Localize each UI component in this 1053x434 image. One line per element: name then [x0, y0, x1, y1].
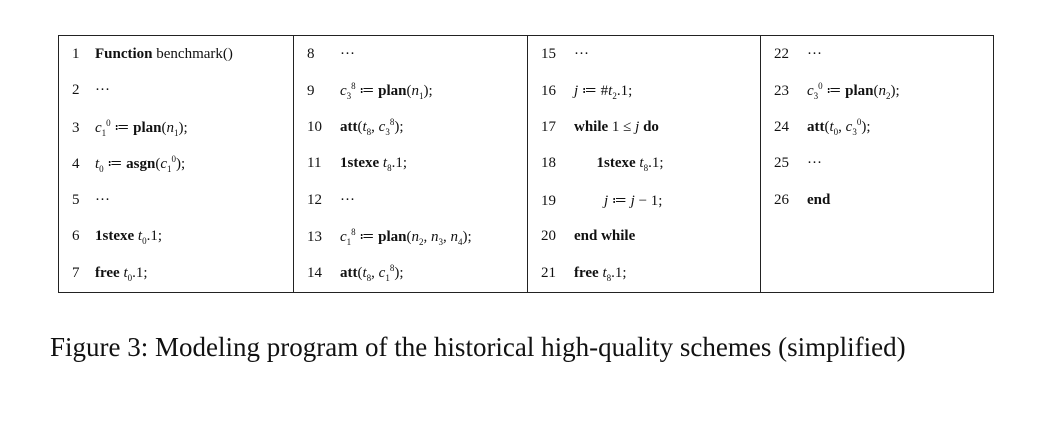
program-cell — [294, 219, 528, 256]
code-line: $c_3^8$ ≔ $plan(n_1)$; — [340, 81, 433, 102]
code-line: $att(t_8$, $c_3^8$); — [340, 116, 404, 137]
program-cell — [528, 73, 761, 110]
code-line: $c_3^0$ ≔ $plan(n_2)$; — [807, 81, 900, 102]
code-line: $c_1^8$ ≔ $plan(n_2$, $n_3$, $n_4$); — [340, 227, 472, 248]
line-number: 16 — [541, 83, 556, 100]
line-number: 3 — [72, 119, 80, 136]
program-row — [59, 146, 994, 183]
code-line: $att(t_0$, $c_3^0$); — [807, 116, 871, 137]
program-cell — [761, 255, 994, 292]
line-number: 17 — [541, 118, 556, 135]
program-cell — [294, 146, 528, 183]
program-cell — [59, 219, 294, 256]
program-cell — [294, 255, 528, 292]
code-line: ··· — [807, 45, 822, 62]
line-number: 22 — [774, 45, 789, 62]
line-number: 14 — [307, 264, 322, 281]
program-cell — [59, 109, 294, 146]
program-cell — [528, 36, 761, 73]
line-number: 9 — [307, 83, 315, 100]
program-cell — [59, 255, 294, 292]
code-line: ··· — [95, 82, 110, 99]
code-line: Function benchmark() — [95, 45, 233, 62]
line-number: 1 — [72, 45, 80, 62]
program-cell — [761, 182, 994, 219]
program-cell — [761, 73, 994, 110]
program-cell — [761, 146, 994, 183]
program-cell — [59, 73, 294, 110]
program-cell — [761, 109, 994, 146]
program-row — [59, 219, 994, 256]
program-row — [59, 109, 994, 146]
code-line: 1stexe $t_0.1$; — [95, 228, 162, 247]
program-cell — [761, 219, 994, 256]
figure-caption: Figure 3: Modeling program of the historical high-quality schemes (simplified) — [50, 332, 906, 362]
line-number: 5 — [72, 191, 80, 208]
line-number: 19 — [541, 192, 556, 209]
line-number: 6 — [72, 228, 80, 245]
program-row — [59, 255, 994, 292]
program-cell — [294, 182, 528, 219]
program-cell — [59, 182, 294, 219]
program-cell — [59, 146, 294, 183]
code-line: j ≔ j − 1; — [604, 192, 663, 209]
code-line: free $t_0.1$; — [95, 264, 148, 283]
program-cell — [294, 73, 528, 110]
line-number: 12 — [307, 191, 322, 208]
line-number: 13 — [307, 229, 322, 246]
code-line: ··· — [807, 155, 822, 172]
line-number: 24 — [774, 118, 789, 135]
program-cell — [294, 36, 528, 73]
line-number: 26 — [774, 191, 789, 208]
code-line: $att(t_8$, $c_1^8$); — [340, 262, 404, 283]
code-line: $c_1^0$ ≔ $plan(n_1)$; — [95, 117, 188, 138]
line-number: 2 — [72, 82, 80, 99]
line-number: 25 — [774, 155, 789, 172]
code-line: ··· — [95, 191, 110, 208]
code-line: end while — [574, 228, 636, 245]
code-line: ··· — [340, 45, 355, 62]
program-cell — [528, 182, 761, 219]
program-table — [58, 35, 994, 293]
line-number: 20 — [541, 228, 556, 245]
code-line: ··· — [340, 191, 355, 208]
line-number: 23 — [774, 83, 789, 100]
program-cell — [528, 219, 761, 256]
program-cell — [528, 255, 761, 292]
program-cell — [528, 109, 761, 146]
line-number: 15 — [541, 45, 556, 62]
program-row — [59, 182, 994, 219]
code-line: while 1 ≤ j do — [574, 118, 659, 135]
program-row — [59, 36, 994, 73]
program-cell — [59, 36, 294, 73]
program-row — [59, 73, 994, 110]
line-number: 21 — [541, 264, 556, 281]
program-cell — [761, 36, 994, 73]
program-cell — [294, 109, 528, 146]
line-number: 7 — [72, 264, 80, 281]
line-number: 18 — [541, 155, 556, 172]
code-line: j ≔ $\#t_2.1$; — [574, 83, 633, 102]
line-number: 10 — [307, 118, 322, 135]
code-line: free $t_8.1$; — [574, 264, 627, 283]
code-line: 1stexe $t_8.1$; — [340, 155, 407, 174]
line-number: 4 — [72, 156, 80, 173]
line-number: 11 — [307, 155, 322, 172]
code-line: $t_0$ ≔ $asgn(c_1^0)$; — [95, 154, 186, 175]
code-line: end — [807, 191, 831, 208]
line-number: 8 — [307, 45, 315, 62]
program-cell — [528, 146, 761, 183]
code-line: ··· — [574, 45, 589, 62]
code-line: 1stexe $t_8.1$; — [596, 155, 664, 174]
